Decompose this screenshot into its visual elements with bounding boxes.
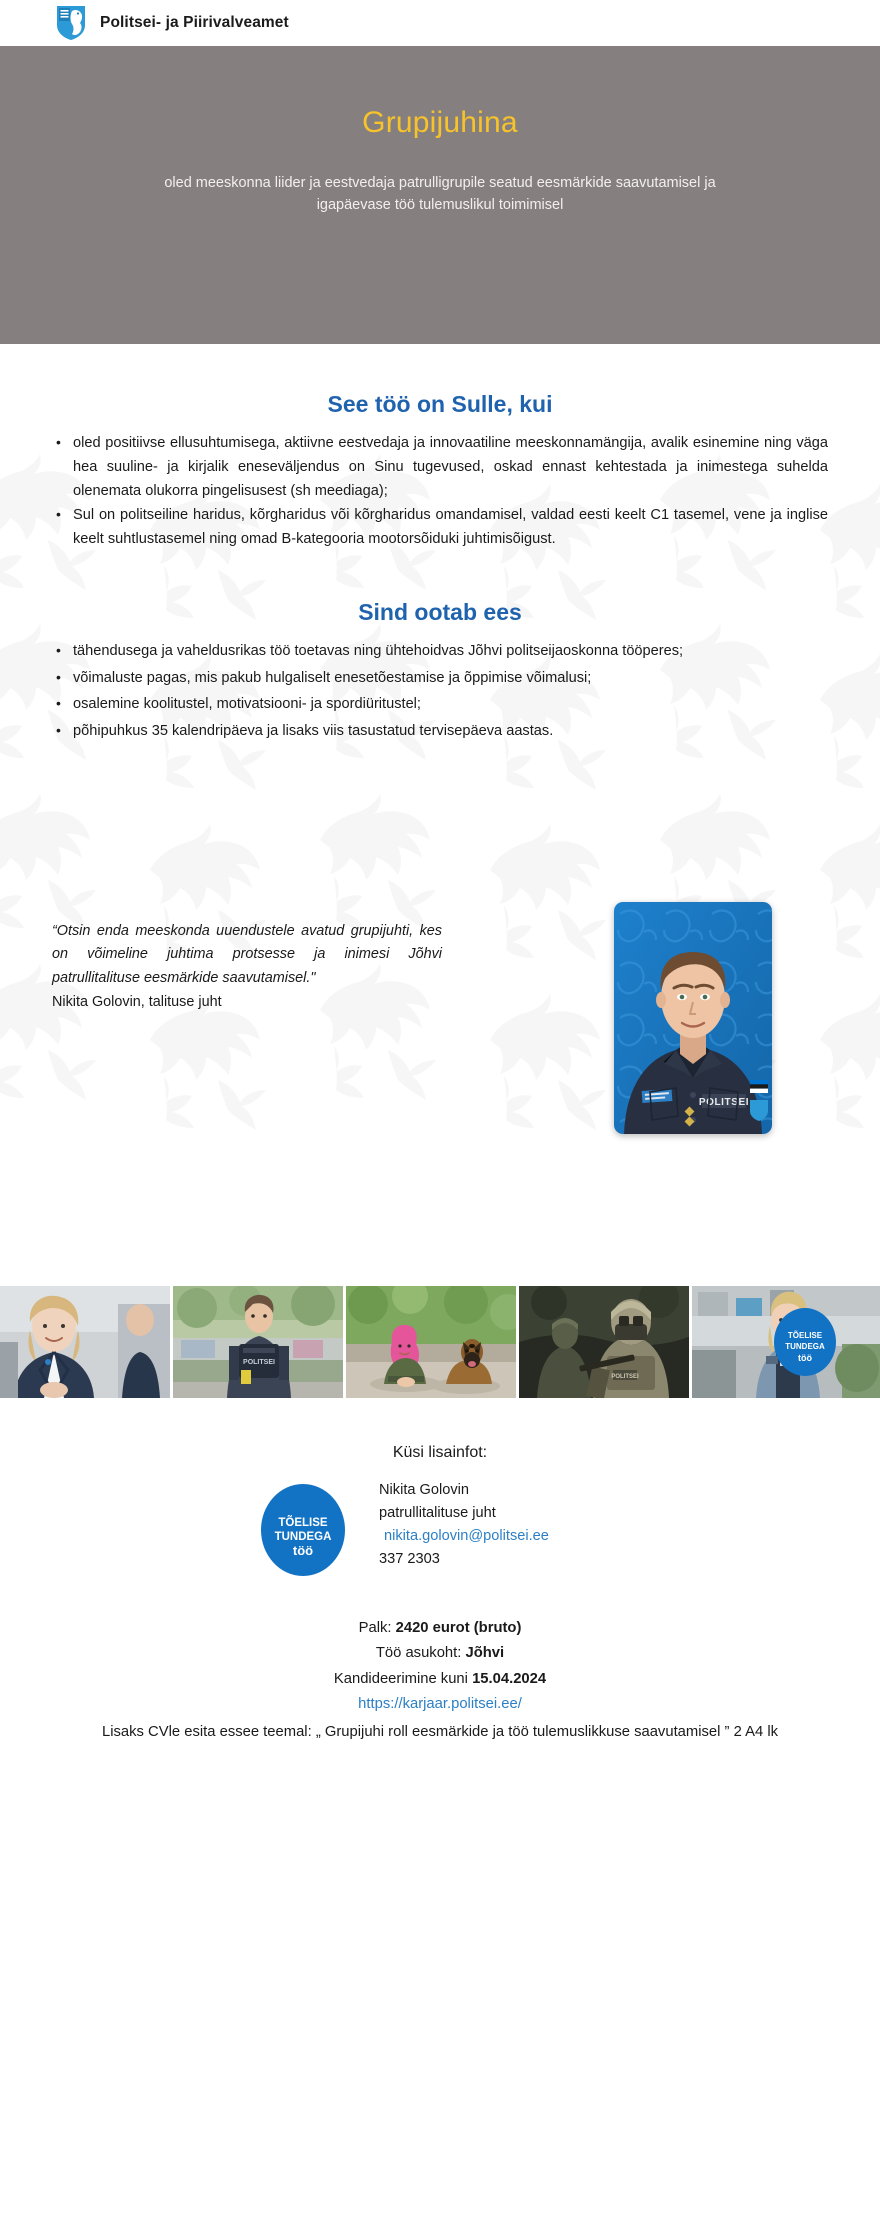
main-content	[0, 391, 880, 744]
toelise-tundega-badge	[261, 1484, 345, 1576]
location-value: Jõhvi	[465, 1645, 505, 1662]
photo-k9-handler-with-dog	[346, 1286, 516, 1398]
contact-name: Nikita Golovin	[379, 1482, 470, 1499]
badge-line-1: TÕELISE	[278, 1517, 328, 1530]
portrait-photo	[614, 902, 772, 1134]
offer-list	[52, 640, 828, 744]
deadline-label: Kandideerimine kuni	[333, 1670, 473, 1687]
badge-line-1: TÕELISE	[787, 1331, 823, 1341]
salary-value: 2420 eurot (bruto)	[395, 1620, 522, 1637]
list-item: • Sul on politseiline haridus, kõrgharidus või kõrgharidus omandamisel, valdad eesti keelt C1 tasemel, vene ja inglise keelt suhtlustasemel ning omad B-kategooria mootorsõiduki juhtimisõigust.	[52, 504, 828, 552]
section-heading-offer: Sind ootab ees	[358, 598, 522, 625]
badge-line-3: töö	[798, 1353, 812, 1364]
careers-url-link[interactable]: https://karjaar.politsei.ee/	[358, 1696, 522, 1713]
quote-text: “Otsin enda meeskonda uuendustele avatud grupijuhti, kes on võimeline juhtima protsesse ja inimesi Jõhvi patrullitalituse eesmärkide saavutamisel."	[52, 923, 442, 986]
section-heading-requirements: See töö on Sulle, kui	[327, 391, 553, 417]
quote-text-block	[52, 902, 442, 1010]
police-crest-icon	[56, 5, 86, 41]
contact-email-link[interactable]: nikita.golovin@politsei.ee	[384, 1528, 549, 1545]
essay-requirement: Lisaks CVle esita essee teemal: „ Grupijuhi roll eesmärkide ja töö tulemuslikkuse saavutamisel ” 2 A4 lk	[101, 1723, 779, 1740]
list-item: • osalemine koolitustel, motivatsiooni- ja spordiüritustel;	[52, 693, 828, 717]
contact-phone: 337 2303	[379, 1551, 440, 1568]
photo-tactical-unit	[519, 1286, 689, 1398]
list-item: • põhipuhkus 35 kalendripäeva ja lisaks viis tasustatud tervisepäeva aastas.	[52, 720, 828, 744]
location-row	[56, 1641, 824, 1666]
page-header	[0, 0, 880, 46]
requirements-list	[52, 432, 828, 552]
toelise-tundega-badge-overlay	[774, 1308, 836, 1376]
org-name: Politsei- ja Piirivalveamet	[100, 14, 289, 31]
quote-byline: Nikita Golovin, talituse juht	[52, 994, 222, 1011]
svg-text:POLITSEI: POLITSEI	[243, 1359, 275, 1367]
footer-details	[0, 1616, 880, 1745]
contact-block	[0, 1479, 880, 1576]
location-label: Töö asukoht:	[375, 1645, 466, 1662]
list-item: • võimaluste pagas, mis pakub hulgaliselt enesetõestamise ja õppimise võimalusi;	[52, 667, 828, 691]
quote-section	[0, 902, 880, 1134]
photo-woman-in-suit	[0, 1286, 170, 1398]
badge-line-2: TUNDEGA	[274, 1531, 332, 1544]
contact-role: patrullitalituse juht	[379, 1505, 496, 1522]
photo-patrol-officer	[173, 1286, 343, 1398]
hero-banner	[0, 46, 880, 344]
svg-text:POLITSEI: POLITSEI	[611, 1374, 639, 1381]
job-subtitle: oled meeskonna liider ja eestvedaja patrulligrupile seatud eesmärkide saavutamisel ja igapäevase töö tulemuslikul toimimisel	[164, 175, 716, 214]
salary-label: Palk:	[358, 1620, 396, 1637]
badge-line-3: töö	[292, 1543, 314, 1559]
badge-line-2: TUNDEGA	[785, 1342, 825, 1352]
contact-details	[379, 1479, 619, 1571]
deadline-value: 15.04.2024	[472, 1670, 547, 1687]
list-item: • oled positiivse ellusuhtumisega, aktiivne eestvedaja ja innovaatiline meeskonnamängija, avalik esinemine ning väga hea suuline- ja kirjalik eneseväljendus on Sinu tugevused, oskad ennast kehtestada ja inimestega suhelda olenemata olukorra pingelisusest (sh meediaga);	[52, 432, 828, 503]
salary-row	[56, 1616, 824, 1641]
job-title: Grupijuhina	[362, 106, 518, 139]
uniform-patch-text: POLITSEI	[698, 1097, 750, 1109]
photo-strip	[0, 1286, 880, 1398]
contact-heading: Küsi lisainfot:	[392, 1444, 488, 1462]
list-item: • tähendusega ja vaheldusrikas töö toetavas ning ühtehoidvas Jõhvi politseijaoskonna tööperes;	[52, 640, 828, 664]
deadline-row	[56, 1667, 824, 1692]
